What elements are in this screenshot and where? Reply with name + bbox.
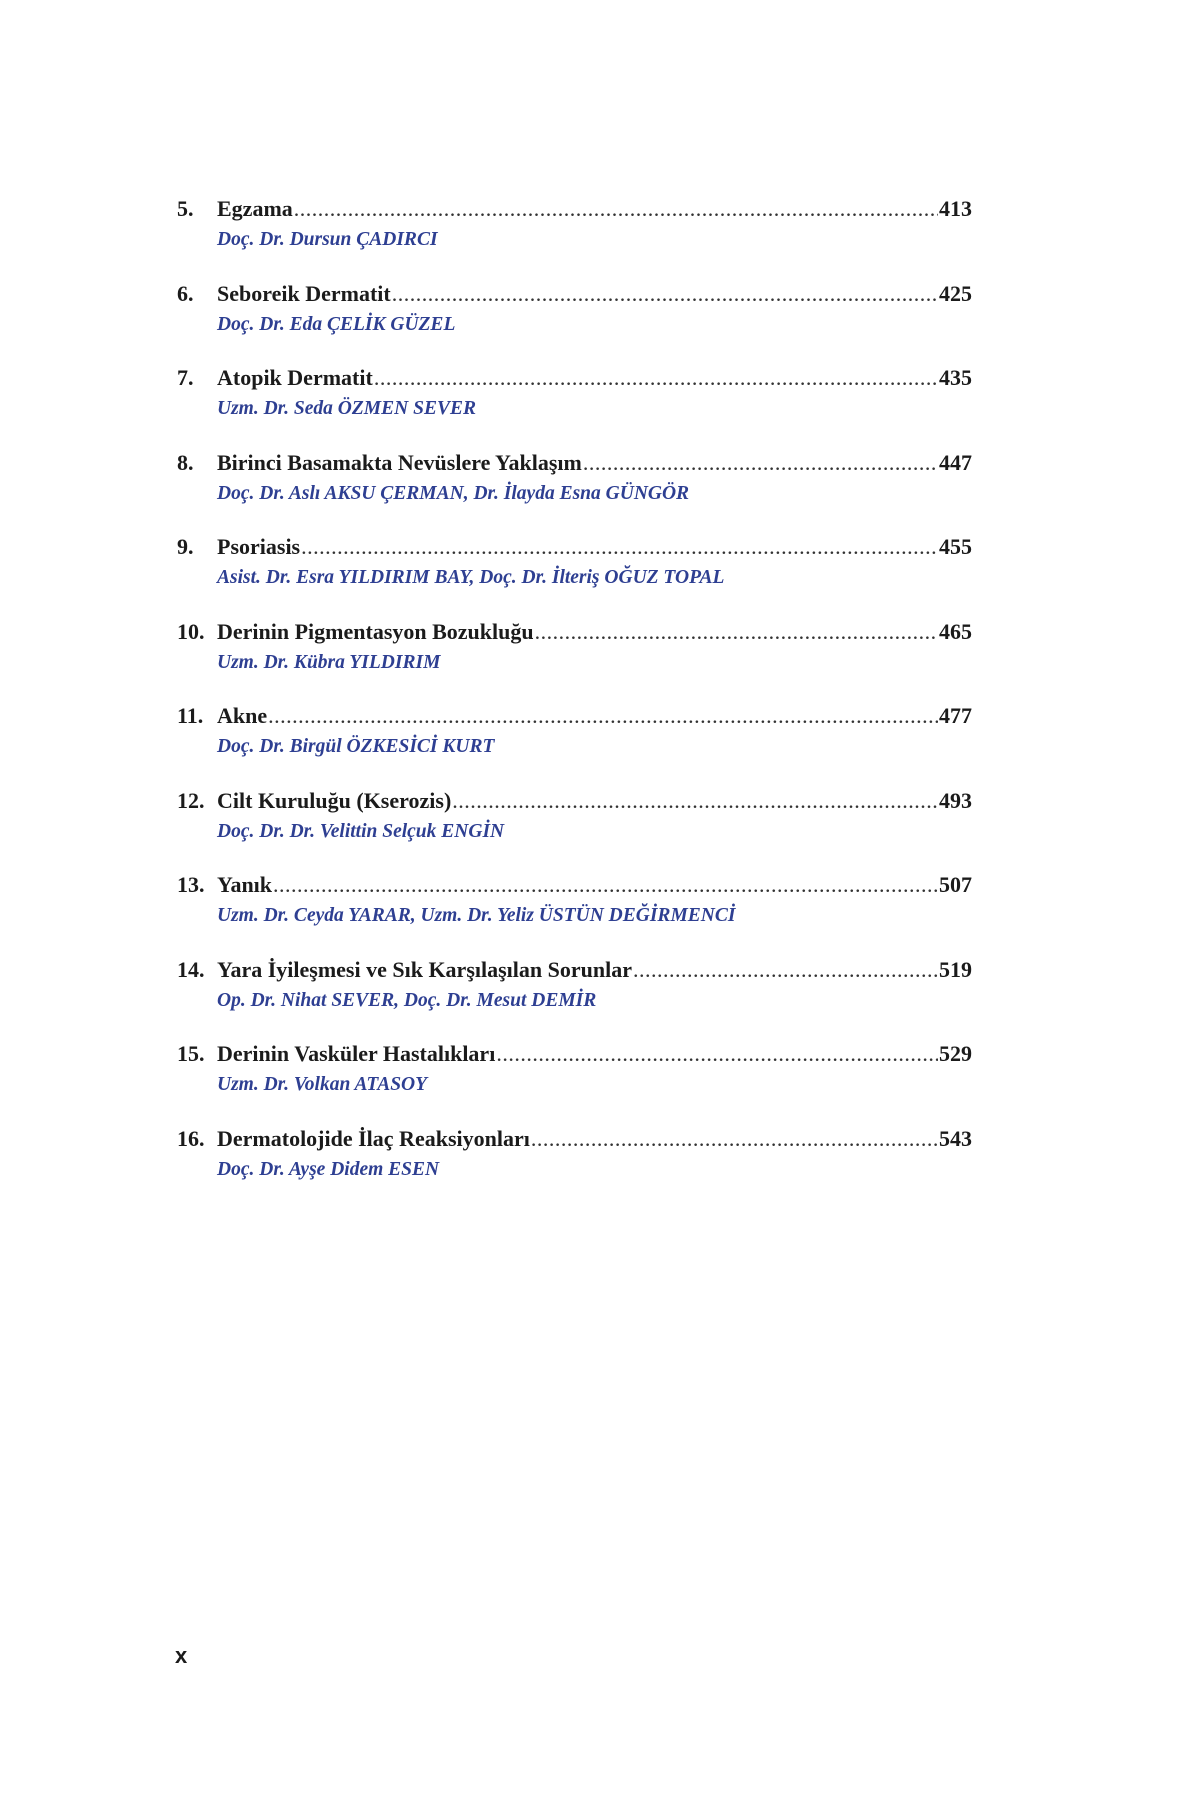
chapter-number: 15. xyxy=(177,1041,205,1066)
chapter-authors: Op. Dr. Nihat SEVER, Doç. Dr. Mesut DEMİR xyxy=(217,989,597,1011)
chapter-authors: Doç. Dr. Eda ÇELİK GÜZEL xyxy=(217,313,456,335)
toc-entry-title-line xyxy=(177,365,972,391)
dot-leader xyxy=(273,872,938,898)
chapter-title: Seboreik Dermatit xyxy=(217,280,391,306)
chapter-number: 10. xyxy=(177,618,205,644)
page-number: 465 xyxy=(939,618,972,644)
toc-entry-title-line xyxy=(177,788,972,814)
toc-entry-title-line xyxy=(177,957,972,983)
chapter-number: 6. xyxy=(177,280,194,306)
chapter-authors: Uzm. Dr. Seda ÖZMEN SEVER xyxy=(217,398,476,419)
page-number: 413 xyxy=(939,196,972,221)
chapter-title: Dermatolojide İlaç Reaksiyonları xyxy=(217,1125,530,1151)
chapter-number: 16. xyxy=(177,1125,205,1151)
dot-leader xyxy=(374,365,938,391)
chapter-authors: Uzm. Dr. Ceyda YARAR, Uzm. Dr. Yeliz ÜSTÜN DEĞİRMENCİ xyxy=(217,905,736,926)
chapter-authors: Doç. Dr. Dursun ÇADIRCI xyxy=(217,229,438,250)
toc-entry[interactable] xyxy=(177,957,972,1042)
dot-leader xyxy=(531,1126,938,1152)
toc-entry[interactable] xyxy=(177,619,972,704)
page-number: 447 xyxy=(939,449,972,475)
page-number: 519 xyxy=(939,956,972,982)
chapter-authors: Doç. Dr. Dr. Velittin Selçuk ENGİN xyxy=(217,820,505,842)
dot-leader xyxy=(392,281,938,307)
page-number: 435 xyxy=(939,365,972,390)
chapter-number: 9. xyxy=(177,534,194,559)
toc-entry[interactable] xyxy=(177,196,972,281)
chapter-title: Akne xyxy=(217,703,268,728)
chapter-number: 5. xyxy=(177,196,194,221)
chapter-number: 13. xyxy=(177,872,205,897)
page-folio: x xyxy=(175,1643,188,1668)
dot-leader xyxy=(535,619,938,645)
chapter-authors: Asist. Dr. Esra YILDIRIM BAY, Doç. Dr. İlteriş OĞUZ TOPAL xyxy=(217,567,725,588)
page-number: 425 xyxy=(939,280,972,306)
chapter-title: Cilt Kuruluğu (Kserozis) xyxy=(217,787,452,813)
dot-leader xyxy=(294,196,938,222)
chapter-number: 11. xyxy=(177,703,204,728)
chapter-authors: Doç. Dr. Aslı AKSU ÇERMAN, Dr. İlayda Esna GÜNGÖR xyxy=(217,482,690,504)
toc-entry-title-line xyxy=(177,1126,972,1152)
toc-entry[interactable] xyxy=(177,281,972,366)
dot-leader xyxy=(496,1041,938,1067)
dot-leader xyxy=(268,703,938,729)
page-number: 477 xyxy=(939,703,972,728)
toc-entry[interactable] xyxy=(177,703,972,788)
chapter-authors: Uzm. Dr. Volkan ATASOY xyxy=(217,1074,428,1095)
chapter-title: Psoriasis xyxy=(217,534,301,559)
toc-entry[interactable] xyxy=(177,450,972,535)
chapter-title: Yara İyileşmesi ve Sık Karşılaşılan Sorunlar xyxy=(217,956,632,982)
chapter-title: Egzama xyxy=(217,196,293,221)
chapter-authors: Uzm. Dr. Kübra YILDIRIM xyxy=(217,651,441,673)
dot-leader xyxy=(633,957,938,983)
chapter-number: 8. xyxy=(177,449,194,475)
chapter-title: Birinci Basamakta Nevüslere Yaklaşım xyxy=(217,449,582,475)
dot-leader xyxy=(583,450,938,476)
toc-entry-title-line xyxy=(177,619,972,645)
toc-entry-title-line xyxy=(177,872,972,898)
toc-entry[interactable] xyxy=(177,1126,972,1211)
toc-entry-title-line xyxy=(177,1041,972,1067)
toc-entry-title-line xyxy=(177,281,972,307)
toc-entry-title-line xyxy=(177,450,972,476)
dot-leader xyxy=(452,788,938,814)
chapter-title: Atopik Dermatit xyxy=(217,365,373,390)
chapter-title: Yanık xyxy=(217,872,273,897)
chapter-number: 12. xyxy=(177,787,205,813)
toc-entry-title-line xyxy=(177,703,972,729)
chapter-authors: Doç. Dr. Birgül ÖZKESİCİ KURT xyxy=(217,736,495,757)
toc-entry[interactable] xyxy=(177,788,972,873)
toc-entry[interactable] xyxy=(177,534,972,619)
page-number: 493 xyxy=(939,787,972,813)
chapter-number: 7. xyxy=(177,365,194,390)
toc-entry[interactable] xyxy=(177,872,972,957)
toc-entry-title-line xyxy=(177,534,972,560)
chapter-number: 14. xyxy=(177,956,205,982)
toc-entry[interactable] xyxy=(177,365,972,450)
chapter-title: Derinin Vasküler Hastalıkları xyxy=(217,1041,496,1066)
chapter-authors: Doç. Dr. Ayşe Didem ESEN xyxy=(217,1158,440,1180)
page-number: 529 xyxy=(939,1041,972,1066)
toc-entry[interactable] xyxy=(177,1041,972,1126)
chapter-title: Derinin Pigmentasyon Bozukluğu xyxy=(217,618,534,644)
table-of-contents xyxy=(177,196,972,1210)
toc-entry-title-line xyxy=(177,196,972,222)
page-number: 455 xyxy=(939,534,972,559)
dot-leader xyxy=(301,534,938,560)
page-number: 543 xyxy=(939,1125,972,1151)
page-number: 507 xyxy=(939,872,972,897)
